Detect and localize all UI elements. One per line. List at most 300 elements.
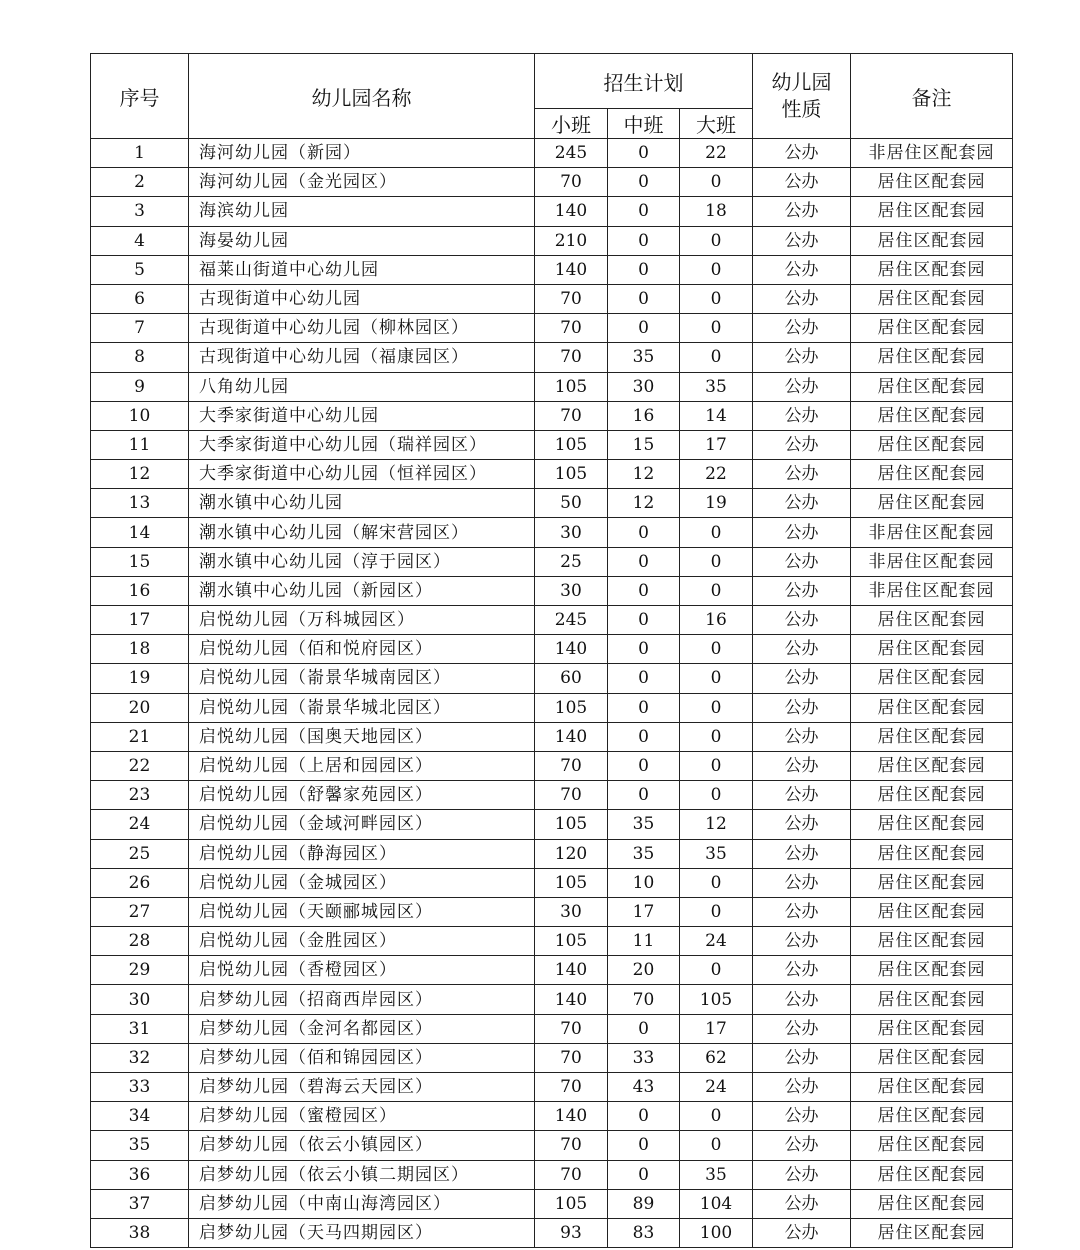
header-large: 大班	[680, 109, 753, 139]
table-row	[91, 810, 1013, 839]
name-cell: 大季家街道中心幼儿园	[189, 401, 535, 430]
table-row	[91, 1102, 1013, 1131]
remark-cell: 居住区配套园	[851, 1014, 1013, 1043]
small-class-cell: 70	[535, 284, 608, 313]
middle-class-cell: 0	[608, 518, 680, 547]
large-class-cell: 0	[680, 226, 753, 255]
middle-class-cell: 0	[608, 314, 680, 343]
small-class-cell: 245	[535, 139, 608, 168]
large-class-cell: 0	[680, 751, 753, 780]
seq-cell: 20	[91, 693, 189, 722]
nature-cell: 公办	[753, 284, 851, 313]
header-nature-line1: 幼儿园	[771, 70, 832, 94]
table-row	[91, 781, 1013, 810]
large-class-cell: 22	[680, 139, 753, 168]
table-row	[91, 255, 1013, 284]
name-cell: 启梦幼儿园（依云小镇二期园区）	[189, 1160, 535, 1189]
table-row	[91, 197, 1013, 226]
remark-cell: 居住区配套园	[851, 401, 1013, 430]
nature-cell: 公办	[753, 430, 851, 459]
seq-cell: 37	[91, 1189, 189, 1218]
name-cell: 启悦幼儿园（金胜园区）	[189, 927, 535, 956]
remark-cell: 居住区配套园	[851, 1131, 1013, 1160]
name-cell: 古现街道中心幼儿园（福康园区）	[189, 343, 535, 372]
large-class-cell: 0	[680, 635, 753, 664]
middle-class-cell: 12	[608, 460, 680, 489]
seq-cell: 28	[91, 927, 189, 956]
seq-cell: 38	[91, 1218, 189, 1247]
name-cell: 启悦幼儿园（国奥天地园区）	[189, 722, 535, 751]
table-row	[91, 956, 1013, 985]
nature-cell: 公办	[753, 1189, 851, 1218]
header-name: 幼儿园名称	[189, 54, 535, 139]
small-class-cell: 210	[535, 226, 608, 255]
nature-cell: 公办	[753, 401, 851, 430]
remark-cell: 居住区配套园	[851, 722, 1013, 751]
name-cell: 海河幼儿园（金光园区）	[189, 168, 535, 197]
small-class-cell: 70	[535, 343, 608, 372]
remark-cell: 居住区配套园	[851, 927, 1013, 956]
remark-cell: 居住区配套园	[851, 693, 1013, 722]
large-class-cell: 0	[680, 956, 753, 985]
remark-cell: 居住区配套园	[851, 606, 1013, 635]
name-cell: 启梦幼儿园（天马四期园区）	[189, 1218, 535, 1247]
name-cell: 启梦幼儿园（蜜橙园区）	[189, 1102, 535, 1131]
remark-cell: 居住区配套园	[851, 1160, 1013, 1189]
seq-cell: 11	[91, 430, 189, 459]
header-middle: 中班	[608, 109, 680, 139]
middle-class-cell: 12	[608, 489, 680, 518]
remark-cell: 居住区配套园	[851, 460, 1013, 489]
nature-cell: 公办	[753, 781, 851, 810]
header-small: 小班	[535, 109, 608, 139]
middle-class-cell: 0	[608, 1160, 680, 1189]
header-nature	[753, 54, 851, 139]
middle-class-cell: 35	[608, 810, 680, 839]
middle-class-cell: 35	[608, 343, 680, 372]
nature-cell: 公办	[753, 1073, 851, 1102]
small-class-cell: 140	[535, 635, 608, 664]
table-row	[91, 722, 1013, 751]
small-class-cell: 140	[535, 255, 608, 284]
large-class-cell: 0	[680, 1131, 753, 1160]
name-cell: 启梦幼儿园（依云小镇园区）	[189, 1131, 535, 1160]
name-cell: 潮水镇中心幼儿园	[189, 489, 535, 518]
seq-cell: 7	[91, 314, 189, 343]
large-class-cell: 0	[680, 314, 753, 343]
seq-cell: 27	[91, 897, 189, 926]
table-row	[91, 635, 1013, 664]
seq-cell: 10	[91, 401, 189, 430]
table-row	[91, 226, 1013, 255]
small-class-cell: 105	[535, 1189, 608, 1218]
small-class-cell: 60	[535, 664, 608, 693]
seq-cell: 13	[91, 489, 189, 518]
middle-class-cell: 0	[608, 722, 680, 751]
seq-cell: 21	[91, 722, 189, 751]
remark-cell: 居住区配套园	[851, 284, 1013, 313]
large-class-cell: 24	[680, 927, 753, 956]
middle-class-cell: 70	[608, 985, 680, 1014]
large-class-cell: 35	[680, 372, 753, 401]
seq-cell: 34	[91, 1102, 189, 1131]
small-class-cell: 70	[535, 401, 608, 430]
nature-cell: 公办	[753, 1218, 851, 1247]
large-class-cell: 62	[680, 1043, 753, 1072]
large-class-cell: 24	[680, 1073, 753, 1102]
small-class-cell: 140	[535, 985, 608, 1014]
small-class-cell: 70	[535, 168, 608, 197]
middle-class-cell: 0	[608, 168, 680, 197]
nature-cell: 公办	[753, 606, 851, 635]
remark-cell: 居住区配套园	[851, 1218, 1013, 1247]
name-cell: 古现街道中心幼儿园	[189, 284, 535, 313]
seq-cell: 5	[91, 255, 189, 284]
name-cell: 海晏幼儿园	[189, 226, 535, 255]
nature-cell: 公办	[753, 722, 851, 751]
name-cell: 启梦幼儿园（中南山海湾园区）	[189, 1189, 535, 1218]
remark-cell: 居住区配套园	[851, 430, 1013, 459]
large-class-cell: 22	[680, 460, 753, 489]
middle-class-cell: 35	[608, 839, 680, 868]
name-cell: 大季家街道中心幼儿园（恒祥园区）	[189, 460, 535, 489]
remark-cell: 居住区配套园	[851, 197, 1013, 226]
seq-cell: 35	[91, 1131, 189, 1160]
small-class-cell: 93	[535, 1218, 608, 1247]
table-row	[91, 985, 1013, 1014]
header-nature-line2: 性质	[781, 97, 822, 121]
small-class-cell: 140	[535, 956, 608, 985]
large-class-cell: 0	[680, 664, 753, 693]
seq-cell: 29	[91, 956, 189, 985]
seq-cell: 8	[91, 343, 189, 372]
table-row	[91, 1073, 1013, 1102]
seq-cell: 18	[91, 635, 189, 664]
middle-class-cell: 0	[608, 635, 680, 664]
remark-cell: 居住区配套园	[851, 1189, 1013, 1218]
large-class-cell: 0	[680, 547, 753, 576]
middle-class-cell: 0	[608, 781, 680, 810]
name-cell: 海滨幼儿园	[189, 197, 535, 226]
nature-cell: 公办	[753, 868, 851, 897]
remark-cell: 居住区配套园	[851, 868, 1013, 897]
nature-cell: 公办	[753, 314, 851, 343]
seq-cell: 2	[91, 168, 189, 197]
middle-class-cell: 0	[608, 693, 680, 722]
remark-cell: 居住区配套园	[851, 781, 1013, 810]
small-class-cell: 70	[535, 1043, 608, 1072]
seq-cell: 30	[91, 985, 189, 1014]
nature-cell: 公办	[753, 897, 851, 926]
middle-class-cell: 43	[608, 1073, 680, 1102]
large-class-cell: 0	[680, 897, 753, 926]
name-cell: 启悦幼儿园（香橙园区）	[189, 956, 535, 985]
middle-class-cell: 0	[608, 1102, 680, 1131]
nature-cell: 公办	[753, 1102, 851, 1131]
table-row	[91, 897, 1013, 926]
large-class-cell: 0	[680, 1102, 753, 1131]
table-row	[91, 868, 1013, 897]
large-class-cell: 0	[680, 343, 753, 372]
middle-class-cell: 10	[608, 868, 680, 897]
seq-cell: 25	[91, 839, 189, 868]
remark-cell: 居住区配套园	[851, 839, 1013, 868]
small-class-cell: 105	[535, 430, 608, 459]
small-class-cell: 70	[535, 1131, 608, 1160]
nature-cell: 公办	[753, 1014, 851, 1043]
name-cell: 福莱山街道中心幼儿园	[189, 255, 535, 284]
small-class-cell: 105	[535, 810, 608, 839]
name-cell: 启梦幼儿园（金河名都园区）	[189, 1014, 535, 1043]
small-class-cell: 70	[535, 314, 608, 343]
remark-cell: 非居住区配套园	[851, 576, 1013, 605]
remark-cell: 居住区配套园	[851, 372, 1013, 401]
large-class-cell: 35	[680, 839, 753, 868]
middle-class-cell: 0	[608, 576, 680, 605]
seq-cell: 15	[91, 547, 189, 576]
middle-class-cell: 11	[608, 927, 680, 956]
name-cell: 潮水镇中心幼儿园（淳于园区）	[189, 547, 535, 576]
nature-cell: 公办	[753, 1160, 851, 1189]
table-row	[91, 343, 1013, 372]
seq-cell: 3	[91, 197, 189, 226]
nature-cell: 公办	[753, 839, 851, 868]
table-row	[91, 489, 1013, 518]
nature-cell: 公办	[753, 1131, 851, 1160]
middle-class-cell: 16	[608, 401, 680, 430]
large-class-cell: 17	[680, 430, 753, 459]
large-class-cell: 18	[680, 197, 753, 226]
middle-class-cell: 30	[608, 372, 680, 401]
small-class-cell: 50	[535, 489, 608, 518]
table-row	[91, 664, 1013, 693]
table-row	[91, 284, 1013, 313]
remark-cell: 居住区配套园	[851, 897, 1013, 926]
table-body	[91, 139, 1013, 1248]
name-cell: 启悦幼儿园（舒馨家苑园区）	[189, 781, 535, 810]
remark-cell: 居住区配套园	[851, 226, 1013, 255]
large-class-cell: 0	[680, 284, 753, 313]
remark-cell: 居住区配套园	[851, 956, 1013, 985]
large-class-cell: 17	[680, 1014, 753, 1043]
large-class-cell: 0	[680, 868, 753, 897]
seq-cell: 36	[91, 1160, 189, 1189]
small-class-cell: 25	[535, 547, 608, 576]
small-class-cell: 70	[535, 1073, 608, 1102]
remark-cell: 居住区配套园	[851, 1073, 1013, 1102]
small-class-cell: 70	[535, 1160, 608, 1189]
seq-cell: 17	[91, 606, 189, 635]
nature-cell: 公办	[753, 956, 851, 985]
small-class-cell: 30	[535, 576, 608, 605]
table-header	[91, 54, 1013, 139]
remark-cell: 非居住区配套园	[851, 139, 1013, 168]
middle-class-cell: 0	[608, 547, 680, 576]
table-row	[91, 314, 1013, 343]
middle-class-cell: 0	[608, 1131, 680, 1160]
remark-cell: 居住区配套园	[851, 751, 1013, 780]
remark-cell: 非居住区配套园	[851, 547, 1013, 576]
middle-class-cell: 0	[608, 1014, 680, 1043]
large-class-cell: 0	[680, 693, 753, 722]
table-row	[91, 547, 1013, 576]
seq-cell: 22	[91, 751, 189, 780]
middle-class-cell: 15	[608, 430, 680, 459]
small-class-cell: 30	[535, 897, 608, 926]
small-class-cell: 105	[535, 868, 608, 897]
name-cell: 潮水镇中心幼儿园（新园区）	[189, 576, 535, 605]
nature-cell: 公办	[753, 168, 851, 197]
seq-cell: 24	[91, 810, 189, 839]
nature-cell: 公办	[753, 635, 851, 664]
nature-cell: 公办	[753, 372, 851, 401]
large-class-cell: 0	[680, 255, 753, 284]
seq-cell: 9	[91, 372, 189, 401]
nature-cell: 公办	[753, 226, 851, 255]
nature-cell: 公办	[753, 343, 851, 372]
large-class-cell: 0	[680, 576, 753, 605]
large-class-cell: 35	[680, 1160, 753, 1189]
name-cell: 海河幼儿园（新园）	[189, 139, 535, 168]
nature-cell: 公办	[753, 664, 851, 693]
small-class-cell: 245	[535, 606, 608, 635]
large-class-cell: 0	[680, 518, 753, 547]
remark-cell: 居住区配套园	[851, 168, 1013, 197]
small-class-cell: 30	[535, 518, 608, 547]
seq-cell: 26	[91, 868, 189, 897]
middle-class-cell: 0	[608, 284, 680, 313]
large-class-cell: 16	[680, 606, 753, 635]
table-row	[91, 751, 1013, 780]
seq-cell: 14	[91, 518, 189, 547]
large-class-cell: 14	[680, 401, 753, 430]
remark-cell: 非居住区配套园	[851, 518, 1013, 547]
remark-cell: 居住区配套园	[851, 489, 1013, 518]
seq-cell: 19	[91, 664, 189, 693]
table-row	[91, 139, 1013, 168]
middle-class-cell: 0	[608, 139, 680, 168]
large-class-cell: 104	[680, 1189, 753, 1218]
large-class-cell: 105	[680, 985, 753, 1014]
name-cell: 启梦幼儿园（招商西岸园区）	[189, 985, 535, 1014]
name-cell: 启梦幼儿园（碧海云天园区）	[189, 1073, 535, 1102]
name-cell: 启悦幼儿园（金域河畔园区）	[189, 810, 535, 839]
small-class-cell: 140	[535, 722, 608, 751]
table-row	[91, 693, 1013, 722]
large-class-cell: 0	[680, 722, 753, 751]
table-row	[91, 460, 1013, 489]
large-class-cell: 100	[680, 1218, 753, 1247]
remark-cell: 居住区配套园	[851, 255, 1013, 284]
name-cell: 启悦幼儿园（天颐郦城园区）	[189, 897, 535, 926]
nature-cell: 公办	[753, 255, 851, 284]
middle-class-cell: 0	[608, 255, 680, 284]
name-cell: 启悦幼儿园（佰和悦府园区）	[189, 635, 535, 664]
small-class-cell: 105	[535, 927, 608, 956]
remark-cell: 居住区配套园	[851, 343, 1013, 372]
seq-cell: 12	[91, 460, 189, 489]
name-cell: 启悦幼儿园（嵛景华城北园区）	[189, 693, 535, 722]
table-row	[91, 1160, 1013, 1189]
seq-cell: 1	[91, 139, 189, 168]
name-cell: 古现街道中心幼儿园（柳林园区）	[189, 314, 535, 343]
nature-cell: 公办	[753, 1043, 851, 1072]
table-row	[91, 430, 1013, 459]
nature-cell: 公办	[753, 197, 851, 226]
middle-class-cell: 83	[608, 1218, 680, 1247]
table-row	[91, 401, 1013, 430]
large-class-cell: 0	[680, 781, 753, 810]
remark-cell: 居住区配套园	[851, 664, 1013, 693]
table-row	[91, 1131, 1013, 1160]
middle-class-cell: 89	[608, 1189, 680, 1218]
table-row	[91, 1043, 1013, 1072]
nature-cell: 公办	[753, 489, 851, 518]
small-class-cell: 70	[535, 751, 608, 780]
name-cell: 大季家街道中心幼儿园（瑞祥园区）	[189, 430, 535, 459]
name-cell: 八角幼儿园	[189, 372, 535, 401]
small-class-cell: 140	[535, 1102, 608, 1131]
seq-cell: 32	[91, 1043, 189, 1072]
table-row	[91, 372, 1013, 401]
seq-cell: 6	[91, 284, 189, 313]
nature-cell: 公办	[753, 927, 851, 956]
nature-cell: 公办	[753, 693, 851, 722]
small-class-cell: 70	[535, 1014, 608, 1043]
table-row	[91, 168, 1013, 197]
name-cell: 启悦幼儿园（金城园区）	[189, 868, 535, 897]
seq-cell: 33	[91, 1073, 189, 1102]
name-cell: 启悦幼儿园（静海园区）	[189, 839, 535, 868]
middle-class-cell: 33	[608, 1043, 680, 1072]
small-class-cell: 140	[535, 197, 608, 226]
nature-cell: 公办	[753, 576, 851, 605]
remark-cell: 居住区配套园	[851, 1102, 1013, 1131]
small-class-cell: 105	[535, 693, 608, 722]
header-seq: 序号	[91, 54, 189, 139]
name-cell: 启悦幼儿园（嵛景华城南园区）	[189, 664, 535, 693]
table-row	[91, 1218, 1013, 1247]
name-cell: 启悦幼儿园（万科城园区）	[189, 606, 535, 635]
nature-cell: 公办	[753, 139, 851, 168]
large-class-cell: 0	[680, 168, 753, 197]
middle-class-cell: 0	[608, 197, 680, 226]
header-remark: 备注	[851, 54, 1013, 139]
small-class-cell: 105	[535, 460, 608, 489]
nature-cell: 公办	[753, 985, 851, 1014]
nature-cell: 公办	[753, 460, 851, 489]
middle-class-cell: 0	[608, 664, 680, 693]
large-class-cell: 19	[680, 489, 753, 518]
remark-cell: 居住区配套园	[851, 985, 1013, 1014]
small-class-cell: 70	[535, 781, 608, 810]
seq-cell: 16	[91, 576, 189, 605]
seq-cell: 4	[91, 226, 189, 255]
small-class-cell: 105	[535, 372, 608, 401]
name-cell: 潮水镇中心幼儿园（解宋营园区）	[189, 518, 535, 547]
nature-cell: 公办	[753, 518, 851, 547]
name-cell: 启悦幼儿园（上居和园园区）	[189, 751, 535, 780]
name-cell: 启梦幼儿园（佰和锦园园区）	[189, 1043, 535, 1072]
large-class-cell: 12	[680, 810, 753, 839]
small-class-cell: 120	[535, 839, 608, 868]
table-row	[91, 839, 1013, 868]
nature-cell: 公办	[753, 810, 851, 839]
seq-cell: 31	[91, 1014, 189, 1043]
table-row	[91, 927, 1013, 956]
table-row	[91, 518, 1013, 547]
nature-cell: 公办	[753, 751, 851, 780]
